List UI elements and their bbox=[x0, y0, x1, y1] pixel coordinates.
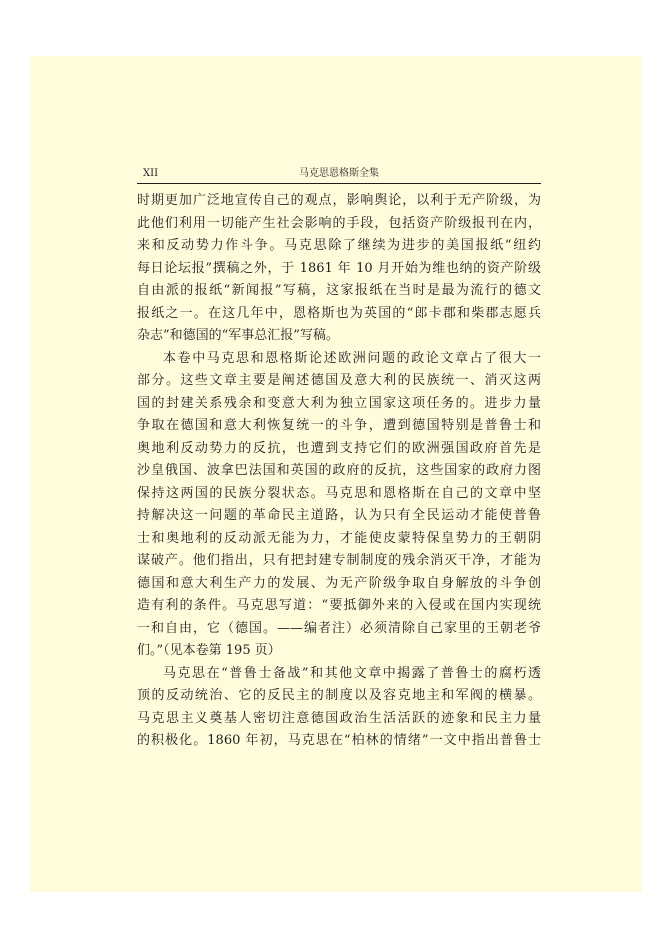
text-line: 谋破产。他们指出，只有把封建专制制度的残余消灭干净，才能为 bbox=[137, 553, 541, 568]
text-line: 奥地利反动势力的反抗，也遭到支持它们的欧洲强国政府首先是 bbox=[137, 440, 541, 456]
running-header bbox=[137, 167, 541, 184]
text-line: 本卷中马克思和恩格斯论述欧洲问题的政论文章占了很大一 bbox=[163, 350, 541, 366]
text-line: 来和反动势力作斗争。马克思除了继续为进步的美国报纸“纽约 bbox=[137, 238, 541, 253]
text-line: 此他们利用一切能产生社会影响的手段，包括资产阶级报刊在内， bbox=[137, 215, 541, 231]
text-line: 自由派的报纸“新闻报”写稿，这家报纸在当时是最为流行的德文 bbox=[137, 283, 541, 298]
text-line: 报纸之一。在这几年中，恩格斯也为英国的“郎卡郡和柴郡志愿兵 bbox=[137, 305, 541, 321]
text-line: 持解决这一问题的革命民主道路，认为只有全民运动才能使普鲁 bbox=[137, 508, 541, 523]
text-line: 德国和意大利生产力的发展、为无产阶级争取自身解放的斗争创 bbox=[137, 575, 541, 591]
text-line: 顶的反动统治、它的反民主的制度以及容克地主和军阀的横暴。 bbox=[137, 688, 541, 703]
text-line: 国的封建关系残余和变意大利为独立国家这项任务的。进步力量 bbox=[137, 395, 541, 411]
text-line: 一和自由，它（德国。——编者注）必须清除自己家里的王朝老爷 bbox=[137, 620, 541, 636]
text-line: 时期更加广泛地宣传自己的观点，影响舆论，以利于无产阶级，为 bbox=[137, 193, 541, 208]
book-title: 马克思恩格斯全集 bbox=[299, 168, 379, 179]
text-line: 们。”（见本卷第 195 页） bbox=[137, 643, 281, 658]
body-text bbox=[137, 190, 541, 753]
text-line: 杂志”和德国的“军事总汇报”写稿。 bbox=[137, 328, 339, 343]
text-line: 的积极化。1860 年初，马克思在“柏林的情绪”一文中指出普鲁士 bbox=[137, 733, 541, 748]
text-line: 马克思主义奠基人密切注意德国政治生活活跃的迹象和民主力量 bbox=[137, 710, 541, 726]
page-number: XII bbox=[143, 168, 159, 179]
text-line: 争取在德国和意大利恢复统一的斗争，遭到德国特别是普鲁士和 bbox=[137, 418, 541, 433]
text-line: 马克思在“普鲁士备战”和其他文章中揭露了普鲁士的腐朽透 bbox=[163, 665, 541, 681]
text-line: 部分。这些文章主要是阐述德国及意大利的民族统一、消灭这两 bbox=[137, 373, 541, 388]
text-line: 保持这两国的民族分裂状态。马克思和恩格斯在自己的文章中坚 bbox=[137, 485, 541, 501]
text-line: 士和奥地利的反动派无能为力，才能使皮蒙特保皇势力的王朝阴 bbox=[137, 530, 541, 546]
text-line: 沙皇俄国、波拿巴法国和英国的政府的反抗，这些国家的政府力图 bbox=[137, 463, 541, 478]
text-line: 每日论坛报”撰稿之外，于 1861 年 10 月开始为维也纳的资产阶级 bbox=[137, 260, 541, 276]
text-line: 造有利的条件。马克思写道：“要抵御外来的入侵或在国内实现统 bbox=[137, 598, 541, 613]
